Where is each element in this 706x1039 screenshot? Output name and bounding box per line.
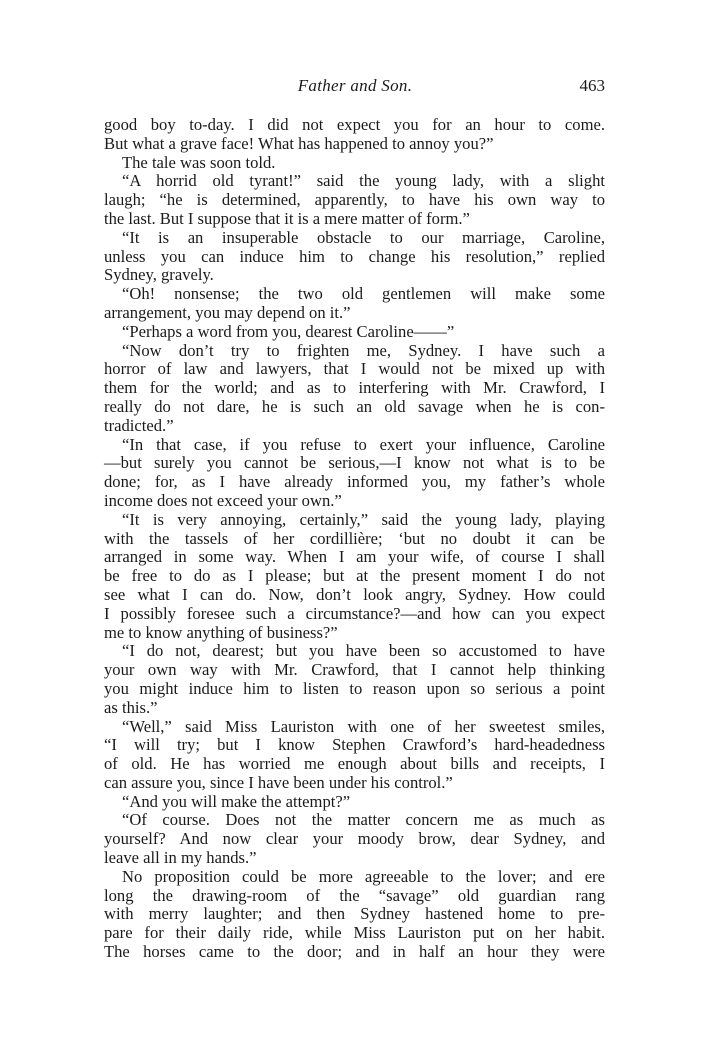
text-line: “Now don’t try to frighten me, Sydney. I have such a — [122, 340, 605, 360]
text-line: arrangement, you may depend on it.” — [104, 302, 351, 322]
text-line: Sydney, gravely. — [104, 265, 214, 285]
text-line: horror of law and lawyers, that I would not be mixed up with — [104, 359, 605, 379]
page-number: 463 — [579, 76, 605, 95]
text-line: unless you can induce him to change his resolution,” replied — [104, 246, 605, 266]
text-line: see what I can do. Now, don’t look angry, Sydney. How could — [104, 584, 605, 604]
text-line: No proposition could be more agreeable to the lover; and ere — [122, 866, 605, 886]
text-line: “I do not, dearest; but you have been so accustomed to have — [122, 641, 605, 661]
text-line: pare for their daily ride, while Miss Lauriston put on her habit. — [104, 923, 605, 943]
text-line: can assure you, since I have been under his control.” — [104, 772, 453, 792]
text-line: income does not exceed your own.” — [104, 490, 342, 510]
text-line: The tale was soon told. — [122, 152, 276, 172]
text-line: “In that case, if you refuse to exert your influence, Caroline — [122, 434, 605, 454]
body-text — [104, 116, 605, 962]
text-line: with the tassels of her cordillière; ‘but no doubt it can be — [104, 528, 605, 548]
text-line: your own way with Mr. Crawford, that I cannot help thinking — [104, 660, 605, 680]
text-line: be free to do as I please; but at the present moment I do not — [104, 566, 605, 586]
running-title: Father and Son. — [297, 76, 413, 95]
text-line: leave all in my hands.” — [104, 848, 257, 868]
text-line: with merry laughter; and then Sydney hastened home to pre- — [104, 904, 605, 924]
text-line: I possibly foresee such a circumstance?—and how can you expect — [104, 603, 605, 623]
text-line: “A horrid old tyrant!” said the young lady, with a slight — [122, 171, 605, 191]
text-line: But what a grave face! What has happened to annoy you?” — [104, 133, 494, 153]
text-line: tradicted.” — [104, 415, 174, 435]
text-line: “It is an insuperable obstacle to our marriage, Caroline, — [122, 227, 605, 247]
text-line: “Perhaps a word from you, dearest Caroline——” — [122, 321, 455, 341]
text-line: me to know anything of business?” — [104, 622, 338, 642]
text-line: them for the world; and as to interfering with Mr. Crawford, I — [104, 378, 605, 398]
text-line: yourself? And now clear your moody brow, dear Sydney, and — [104, 829, 605, 849]
text-line: the last. But I suppose that it is a mere matter of form.” — [104, 208, 470, 228]
text-line: of old. He has worried me enough about bills and receipts, I — [104, 754, 605, 774]
text-line: “It is very annoying, certainly,” said the young lady, playing — [122, 509, 605, 529]
text-line: long the drawing-room of the “savage” old guardian rang — [104, 885, 605, 905]
text-line: done; for, as I have already informed you, my father’s whole — [104, 472, 605, 492]
text-line: you might induce him to listen to reason upon so serious a point — [104, 678, 605, 698]
text-line: good boy to-day. I did not expect you for an hour to come. — [104, 115, 605, 134]
text-line: “I will try; but I know Stephen Crawford’s hard-headedness — [104, 735, 605, 755]
running-head — [105, 76, 605, 102]
text-line: laugh; “he is determined, apparently, to have his own way to — [104, 190, 605, 210]
text-line: “Well,” said Miss Lauriston with one of her sweetest smiles, — [122, 716, 605, 736]
text-line: “Oh! nonsense; the two old gentlemen will make some — [122, 284, 605, 304]
text-line: arranged in some way. When I am your wife, of course I shall — [104, 547, 605, 567]
text-line: “And you will make the attempt?” — [122, 791, 351, 811]
text-line: as this.” — [104, 697, 158, 717]
text-line: The horses came to the door; and in half an hour they were — [104, 942, 605, 962]
text-line: —but surely you cannot be serious,—I know not what is to be — [104, 453, 605, 473]
text-line: “Of course. Does not the matter concern me as much as — [122, 810, 605, 830]
text-line: really do not dare, he is such an old savage when he is con- — [104, 396, 605, 416]
